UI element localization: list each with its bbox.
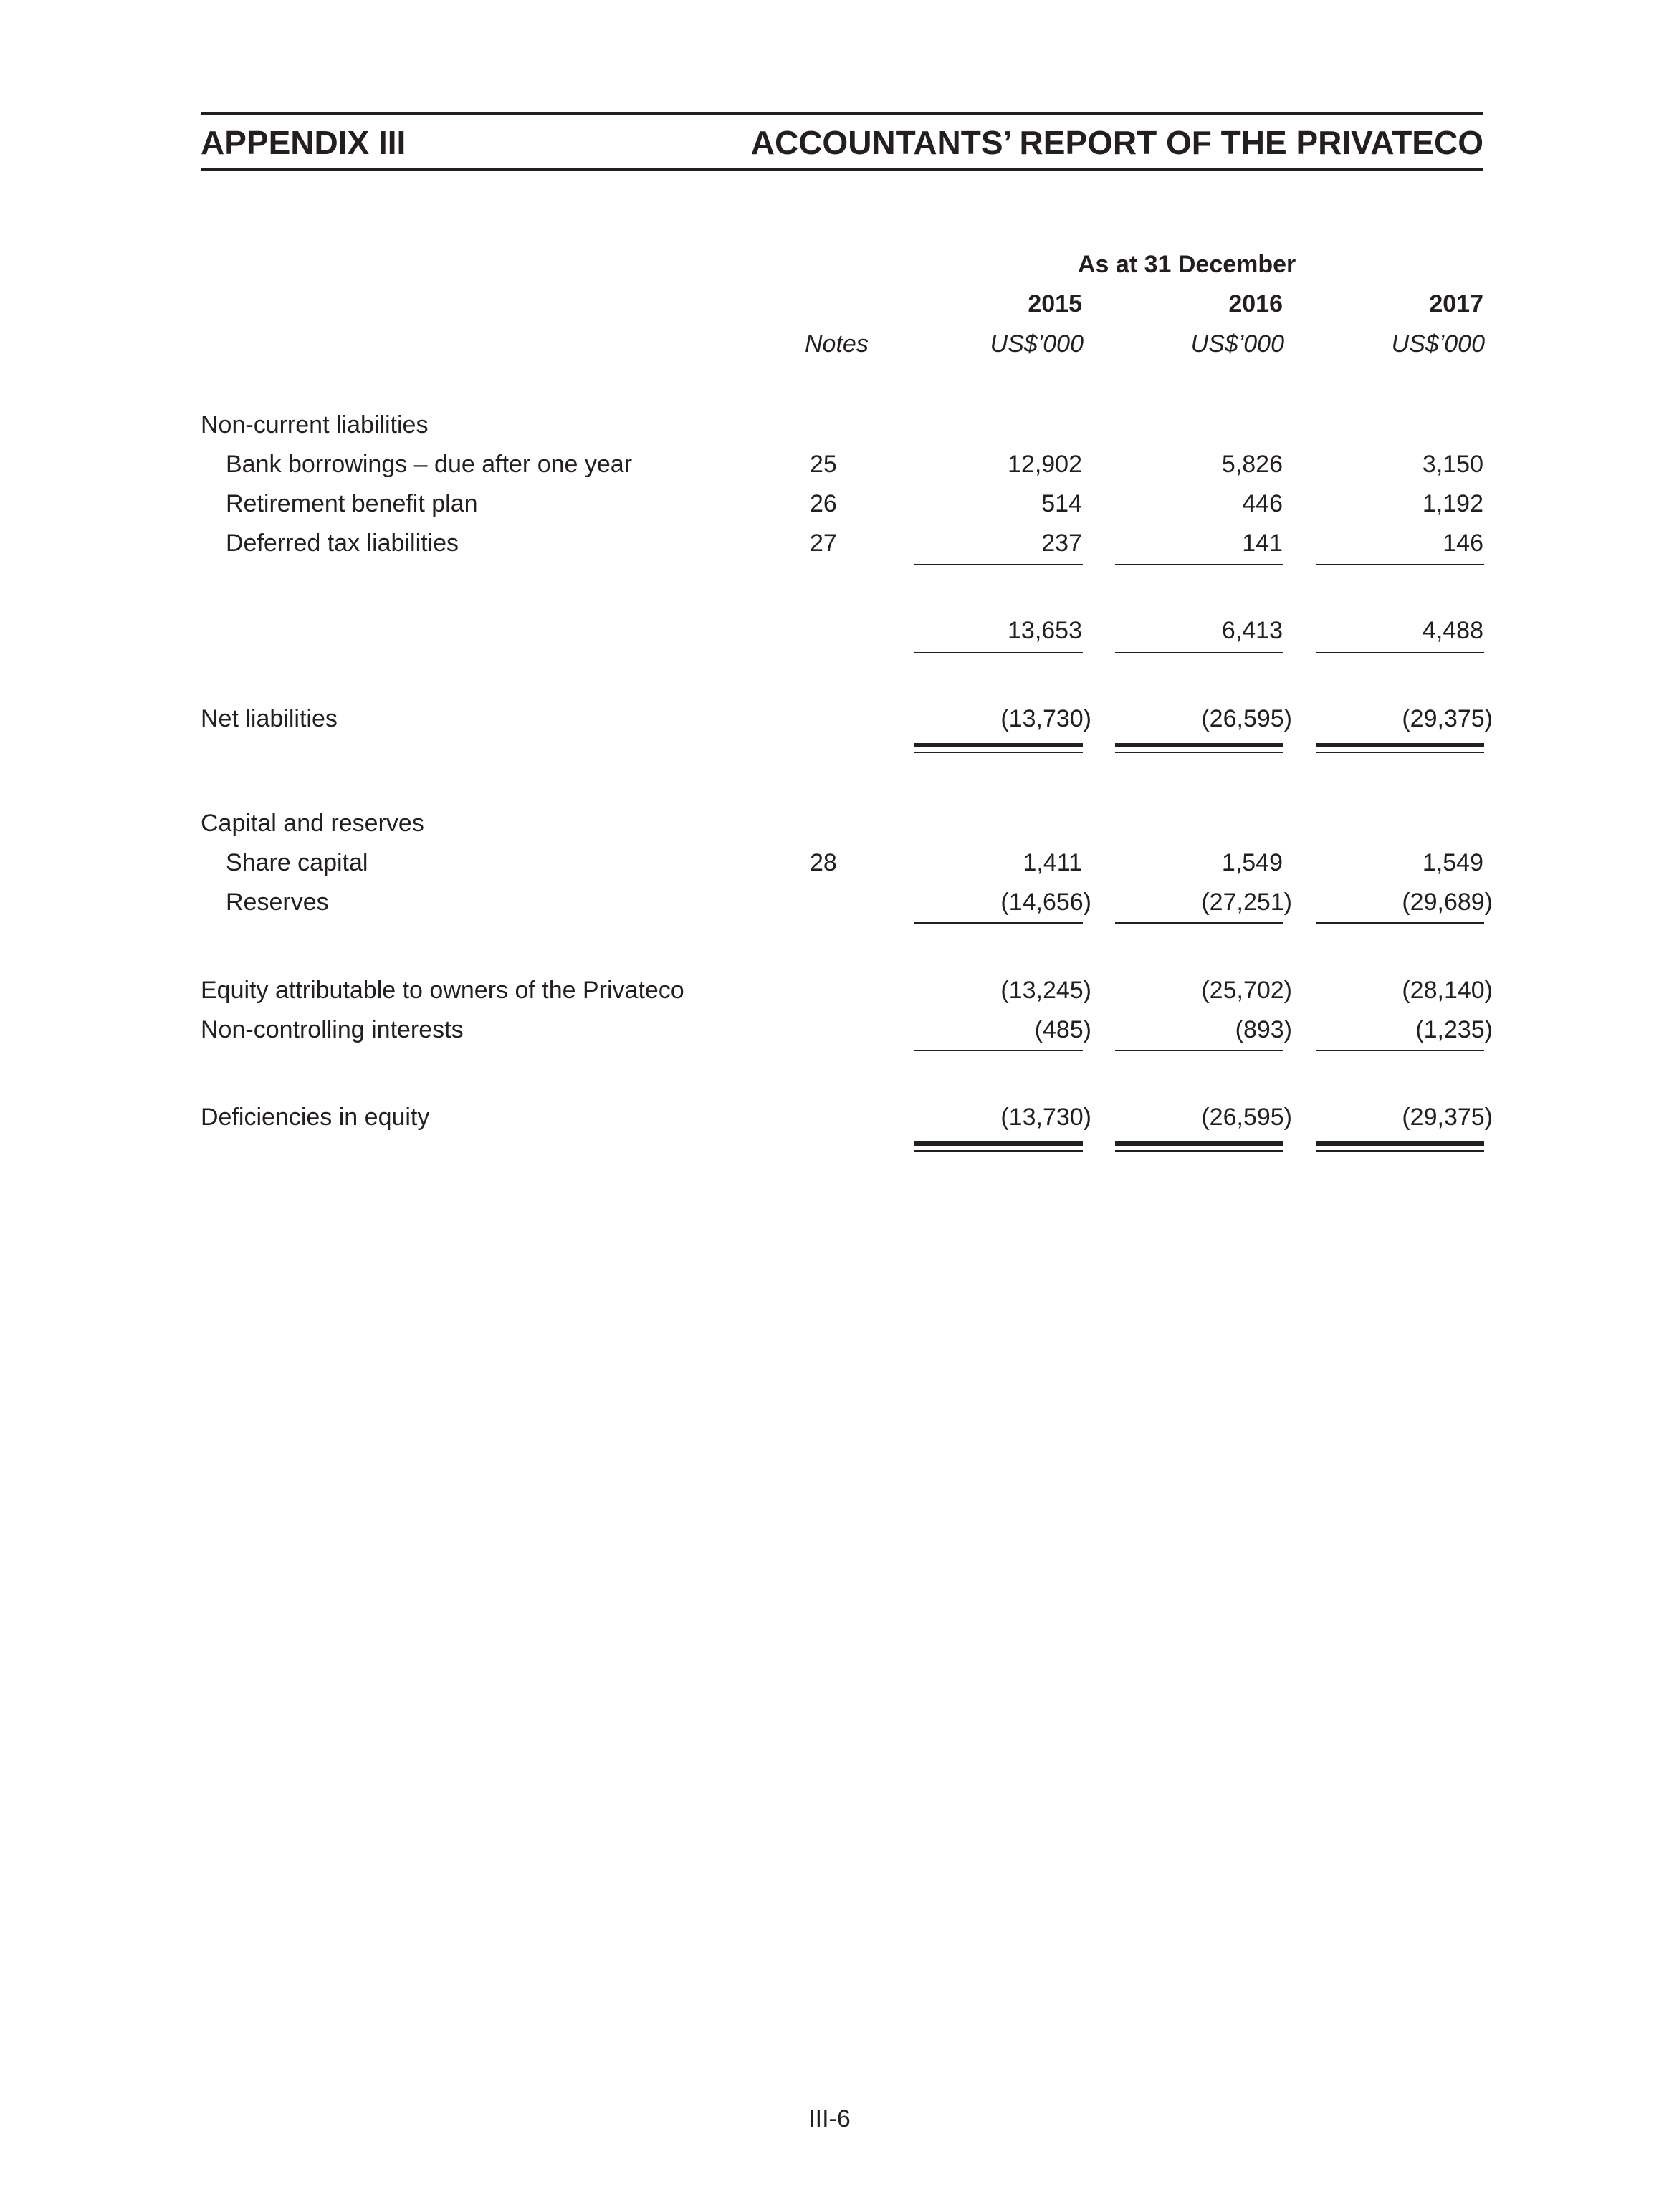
nci-rule-2017 bbox=[1316, 1050, 1484, 1051]
row-deferred-tax-label: Deferred tax liabilities bbox=[226, 530, 459, 557]
total-rule-2016 bbox=[1115, 652, 1283, 653]
row-bank-borrowings-2017: 3,150 bbox=[1422, 451, 1483, 478]
page-header bbox=[201, 112, 1483, 171]
row-net-liabilities-label: Net liabilities bbox=[201, 705, 338, 732]
final-double-rule-2016 bbox=[1115, 1141, 1283, 1152]
unit-2016-header: US$’000 bbox=[1190, 330, 1284, 358]
row-share-capital-2017: 1,549 bbox=[1422, 849, 1483, 876]
final-double-rule-2015 bbox=[914, 1141, 1083, 1152]
page-number: III-6 bbox=[808, 2105, 851, 2132]
unit-2015-header: US$’000 bbox=[990, 330, 1084, 358]
row-net-liabilities-2017: (29,375) bbox=[1402, 705, 1493, 732]
row-share-capital-label: Share capital bbox=[226, 849, 368, 876]
row-non-controlling-label: Non-controlling interests bbox=[201, 1016, 464, 1043]
row-net-liabilities-2016: (26,595) bbox=[1201, 705, 1292, 732]
row-retirement-benefit-label: Retirement benefit plan bbox=[226, 490, 478, 517]
year-2015-header: 2015 bbox=[1028, 290, 1082, 317]
row-retirement-benefit-2016: 446 bbox=[1242, 490, 1283, 517]
nci-rule-2015 bbox=[914, 1050, 1083, 1051]
row-deficiencies-label: Deficiencies in equity bbox=[201, 1103, 430, 1131]
total-rule-2015 bbox=[914, 652, 1083, 653]
double-rule-2017 bbox=[1316, 743, 1484, 753]
row-non-controlling-2017: (1,235) bbox=[1415, 1016, 1493, 1043]
row-deficiencies-2015: (13,730) bbox=[1000, 1103, 1091, 1131]
row-bank-borrowings-label: Bank borrowings – due after one year bbox=[226, 451, 633, 478]
row-reserves-2017: (29,689) bbox=[1402, 889, 1493, 916]
row-equity-attributable-2017: (28,140) bbox=[1402, 977, 1493, 1004]
row-share-capital-note: 28 bbox=[810, 849, 837, 876]
subtotal-rule-2016 bbox=[1115, 564, 1283, 565]
row-bank-borrowings-2016: 5,826 bbox=[1221, 451, 1283, 478]
row-reserves-2015: (14,656) bbox=[1000, 889, 1091, 916]
row-deficiencies-2016: (26,595) bbox=[1201, 1103, 1292, 1131]
row-non-current-total-2016: 6,413 bbox=[1221, 617, 1283, 644]
row-deferred-tax-note: 27 bbox=[810, 530, 837, 557]
row-deferred-tax-2015: 237 bbox=[1041, 530, 1082, 557]
nci-rule-2016 bbox=[1115, 1050, 1283, 1051]
row-deficiencies-2017: (29,375) bbox=[1402, 1103, 1493, 1131]
report-title: ACCOUNTANTS’ REPORT OF THE PRIVATECO bbox=[750, 124, 1483, 161]
row-deferred-tax-2017: 146 bbox=[1443, 530, 1483, 557]
row-equity-attributable-2015: (13,245) bbox=[1000, 977, 1091, 1004]
appendix-label: APPENDIX III bbox=[201, 124, 406, 161]
row-non-controlling-2015: (485) bbox=[1034, 1016, 1091, 1043]
total-rule-2017 bbox=[1316, 652, 1484, 653]
double-rule-2016 bbox=[1115, 743, 1283, 753]
row-deferred-tax-2016: 141 bbox=[1242, 530, 1283, 557]
reserves-rule-2015 bbox=[914, 922, 1083, 924]
final-double-rule-2017 bbox=[1316, 1141, 1484, 1152]
row-bank-borrowings-note: 25 bbox=[810, 451, 837, 478]
row-reserves-label: Reserves bbox=[226, 889, 329, 916]
section-capital-and-reserves: Capital and reserves bbox=[201, 810, 424, 837]
reserves-rule-2017 bbox=[1316, 922, 1484, 924]
subtotal-rule-2017 bbox=[1316, 564, 1484, 565]
unit-2017-header: US$’000 bbox=[1391, 330, 1485, 358]
notes-header: Notes bbox=[805, 330, 869, 358]
reserves-rule-2016 bbox=[1115, 922, 1283, 924]
row-equity-attributable-label: Equity attributable to owners of the Privateco bbox=[201, 977, 684, 1004]
column-group-label: As at 31 December bbox=[1078, 251, 1296, 278]
row-retirement-benefit-2017: 1,192 bbox=[1422, 490, 1483, 517]
year-2017-header: 2017 bbox=[1429, 290, 1483, 317]
row-retirement-benefit-2015: 514 bbox=[1041, 490, 1082, 517]
row-equity-attributable-2016: (25,702) bbox=[1201, 977, 1292, 1004]
double-rule-2015 bbox=[914, 743, 1083, 753]
section-non-current-liabilities: Non-current liabilities bbox=[201, 411, 429, 439]
year-2016-header: 2016 bbox=[1228, 290, 1283, 317]
row-retirement-benefit-note: 26 bbox=[810, 490, 837, 517]
row-net-liabilities-2015: (13,730) bbox=[1000, 705, 1091, 732]
row-non-controlling-2016: (893) bbox=[1235, 1016, 1292, 1043]
row-non-current-total-2015: 13,653 bbox=[1008, 617, 1082, 644]
row-non-current-total-2017: 4,488 bbox=[1422, 617, 1483, 644]
row-share-capital-2015: 1,411 bbox=[1023, 849, 1082, 876]
subtotal-rule-2015 bbox=[914, 564, 1083, 565]
row-reserves-2016: (27,251) bbox=[1201, 889, 1292, 916]
row-bank-borrowings-2015: 12,902 bbox=[1008, 451, 1082, 478]
row-share-capital-2016: 1,549 bbox=[1221, 849, 1283, 876]
